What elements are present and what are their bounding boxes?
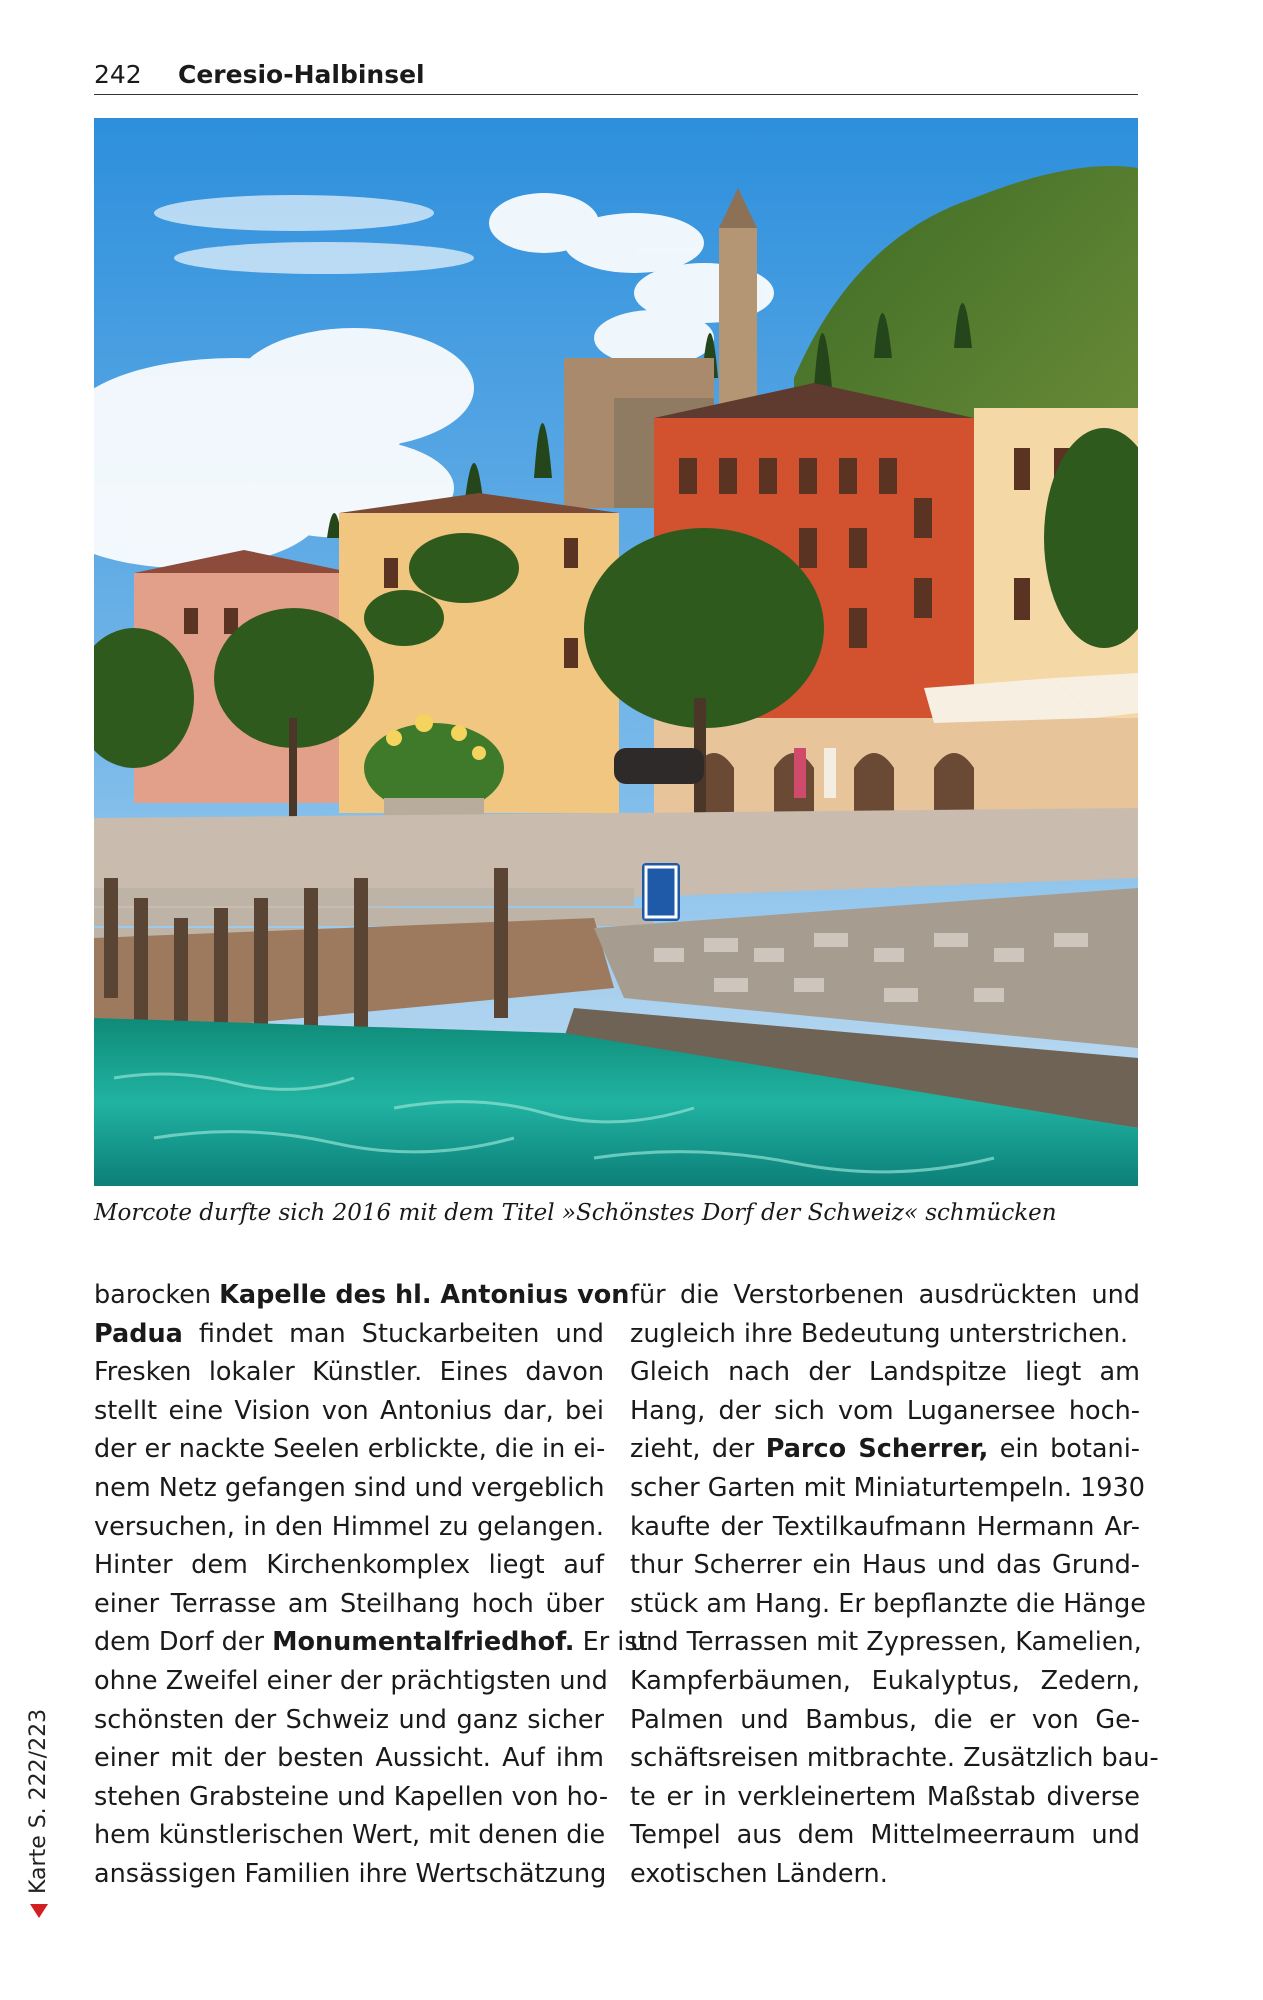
text-line: Gleich nach der Landspitze liegt am	[630, 1357, 1140, 1388]
text-line: zugleich ihre Bedeutung unterstrichen.	[630, 1318, 1129, 1349]
text-line: thur Scherrer ein Haus und das Grund-	[630, 1550, 1140, 1581]
text-line: barocken Kapelle des hl. Antonius von	[94, 1280, 630, 1310]
text-line: schäftsreisen mitbrachte. Zusätzlich bau-	[630, 1743, 1159, 1774]
text-line: versuchen, in den Himmel zu gelangen.	[94, 1511, 604, 1542]
text-line: stellt eine Vision von Antonius dar, bei	[94, 1395, 604, 1426]
morcote-photo	[94, 118, 1138, 1186]
text-line: hem künstlerischen Wert, mit denen die	[94, 1820, 606, 1851]
text-line: exotischen Ländern.	[630, 1858, 888, 1889]
text-column-right	[630, 1276, 1159, 1896]
text-line: ohne Zweifel einer der prächtigsten und	[94, 1665, 608, 1696]
text-line: Kampferbäumen, Eukalyptus, Zedern,	[630, 1665, 1140, 1696]
text-line: stehen Grabsteine und Kapellen von ho-	[94, 1781, 609, 1812]
photo-caption: Morcote durfte sich 2016 mit dem Titel »Schönstes Dorf der Schweiz« schmücken	[94, 1200, 1057, 1226]
text-line: der er nackte Seelen erblickte, die in ei-	[94, 1434, 606, 1465]
text-line: Hinter dem Kirchenkomplex liegt auf	[94, 1550, 604, 1581]
section-title: Ceresio-Halbinsel	[178, 60, 425, 89]
text-line: schönsten der Schweiz und ganz sicher	[94, 1704, 604, 1735]
text-line: Hang, der sich vom Luganersee hoch-	[630, 1395, 1140, 1426]
text-line: kaufte der Textilkaufmann Hermann Ar-	[630, 1511, 1140, 1542]
text-line: Padua findet man Stuckarbeiten und	[94, 1318, 604, 1349]
text-line: te er in verkleinertem Maßstab diverse	[630, 1781, 1140, 1812]
text-line: einer Terrasse am Steilhang hoch über	[94, 1588, 604, 1619]
text-line: nem Netz gefangen sind und vergeblich	[94, 1472, 605, 1503]
text-line: scher Garten mit Miniaturtempeln. 1930	[630, 1472, 1145, 1503]
triangle-marker-icon	[30, 1904, 48, 1918]
text-line: dem Dorf der Monumentalfriedhof. Er ist	[94, 1627, 648, 1658]
text-line: stück am Hang. Er bepflanzte die Hänge	[630, 1588, 1146, 1619]
text-line: und Terrassen mit Zypressen, Kamelien,	[630, 1627, 1142, 1658]
text-column-left	[94, 1276, 648, 1896]
text-line: für die Verstorbenen ausdrückten und	[630, 1280, 1140, 1310]
map-reference-text: Karte S. 222/223	[26, 1708, 51, 1894]
map-reference	[26, 1709, 51, 1918]
text-line: einer mit der besten Aussicht. Auf ihm	[94, 1743, 604, 1774]
text-line: ansässigen Familien ihre Wertschätzung	[94, 1858, 607, 1889]
text-line: Tempel aus dem Mittelmeerraum und	[630, 1820, 1140, 1851]
text-line: zieht, der Parco Scherrer, ein botani-	[630, 1434, 1140, 1465]
running-header	[94, 58, 1138, 95]
page-number: 242	[94, 60, 142, 89]
text-line: Fresken lokaler Künstler. Eines davon	[94, 1357, 604, 1388]
text-line: Palmen und Bambus, die er von Ge-	[630, 1704, 1140, 1735]
